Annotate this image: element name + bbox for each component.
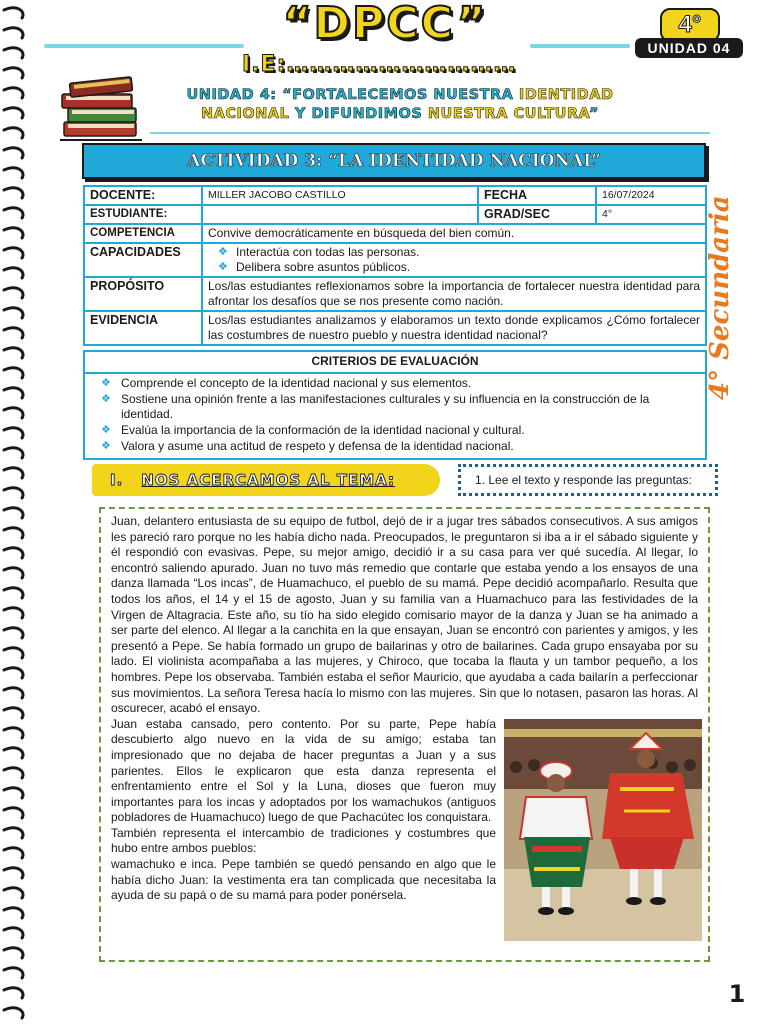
gradsec-value: 4° (596, 205, 706, 224)
unit-badge: UNIDAD 04 (635, 38, 743, 58)
list-item: ❖ Comprende el concepto de la identidad nacional y sus elementos. (101, 376, 472, 390)
reading-paragraph: Juan estaba cansado, pero contento. Por su parte, Pepe había descubierto algo nuevo en la vida de su amigo; estaba tan impresionado que no dejaba de hacer preguntas a Juan y a sus parientes. Ellos le explicaron que esta danza representa el enfrentamiento entre el Sol y la Luna, dioses que fueron muy importantes para los incas y adoptados por los wamachukos (antiguos pobladores de Huamachuco) luego de que Pachacútec los conquistara. (111, 716, 496, 825)
institution-field: I.E:………………………… (242, 52, 517, 77)
list-item: ❖ Evalúa la importancia de la conformación de la identidad nacional y cultural. (101, 423, 525, 437)
spiral-ring (4, 508, 23, 518)
list-item: ❖ Valora y asume una actitud de respeto y defensa de la identidad nacional. (101, 439, 514, 453)
evidencia-label: EVIDENCIA (84, 311, 202, 345)
reading-paragraph: Juan, delantero entusiasta de su equipo de futbol, dejó de ir a jugar tres sábados consecutivos. A sus amigos les pareció raro porque no les había dicho nada. Preocupados, le preguntaron si iba a ir el sábado siguiente y él respondió con evasivas. Pepe, su mejor amigo, decidió ir a su casa para ver qué sucedía. Al llegar, lo encontró saliendo apurado. Juan no tuvo más remedio que contarle que estaba yendo a los ensayos de una danza llamada “Los incas”, de Huamachuco, el pueblo de su mamá. Pepe decidió acompañarlo. Resulta que todos los años, el 14 y el 15 de agosto, Juan y su familia van a Huamachuco para las festividades de la Virgen de Altagracia. Este año, su tío ha sido elegido comisario mayor de la danza y Juan se ha animado a ser parte del elenco. Al llegar a la canchita en la que ensayan, Juan se encontró con parientes y amigos, y les presentó a Pepe. Se había formado un grupo de bailarinas y otro de bailarines. Cada grupo ensayaba por su lado. El violinista acompañaba a las mujeres, y Chiroco, que tocaba la flauta y un tambor pequeño, a los hombres. Pepe los observaba. También estaba el señor Mauricio, que ayudaba a cada bailarín a perfeccionar sus movimientos. La señora Teresa hacía lo mismo con las mujeres. Sin que lo notasen, pasaron las horas. Al oscurecer, acabó el ensayo. (111, 514, 698, 716)
spiral-ring (4, 388, 23, 398)
spiral-binding (0, 0, 34, 1024)
diamond-bullet-icon: ❖ (101, 440, 111, 452)
spiral-ring (4, 88, 23, 98)
side-grade-label: 4° Secundaria (705, 195, 735, 400)
table-row (84, 243, 706, 277)
evidencia-value: Los/las estudiantes analizamos y elaboramos un texto donde explicamos ¿Cómo fortalecer las costumbres de nuestro pueblo y nuestra identidad nacional? (202, 311, 706, 345)
diamond-bullet-icon: ❖ (101, 393, 111, 405)
spiral-ring (4, 848, 23, 858)
spiral-ring (4, 208, 23, 218)
diamond-bullet-icon: ❖ (101, 424, 111, 436)
spiral-ring (4, 368, 23, 378)
docente-value: MILLER JACOBO CASTILLO (202, 186, 478, 205)
reading-paragraph: También representa el intercambio de tradiciones y costumbres que hubo entre ambos pueblos: (111, 825, 496, 856)
spiral-ring (4, 988, 23, 998)
spiral-ring (4, 428, 23, 438)
table-row (84, 224, 706, 243)
spiral-ring (4, 928, 23, 938)
spiral-ring (4, 308, 23, 318)
diamond-bullet-icon: ❖ (101, 377, 111, 389)
spiral-ring (4, 668, 23, 678)
books-icon (58, 72, 148, 144)
estudiante-field[interactable] (202, 205, 478, 224)
spiral-ring (4, 528, 23, 538)
spiral-ring (4, 8, 23, 18)
criteria-title: CRITERIOS DE EVALUACIÓN (84, 351, 706, 373)
spiral-ring (4, 968, 23, 978)
page-number: 1 (728, 980, 746, 1008)
list-item: ❖ Sostiene una opinión frente a las manifestaciones culturales y su influencia en la construcción de la identidad. (101, 392, 650, 421)
activity-info-table (83, 185, 707, 346)
spiral-ring (4, 348, 23, 358)
proposito-value: Los/las estudiantes reflexionamos sobre la importancia de fortalecer nuestra identidad para afrontar los desafíos que se nos presente como nación. (202, 277, 706, 311)
spiral-ring (4, 828, 23, 838)
spiral-ring (4, 608, 23, 618)
dancers-photo (504, 719, 702, 941)
grade-badge: 4° (660, 8, 720, 42)
table-row (84, 205, 706, 224)
spiral-ring (4, 628, 23, 638)
section-heading: I. NOS ACERCAMOS AL TEMA: (92, 464, 440, 496)
capacidades-list (202, 243, 706, 277)
criteria-table (83, 350, 707, 460)
header-decoration-left (44, 44, 244, 48)
spiral-ring (4, 568, 23, 578)
spiral-ring (4, 948, 23, 958)
spiral-ring (4, 588, 23, 598)
spiral-ring (4, 548, 23, 558)
spiral-ring (4, 268, 23, 278)
spiral-ring (4, 48, 23, 58)
course-title: “DPCC” (282, 0, 488, 49)
table-row (84, 186, 706, 205)
spiral-ring (4, 408, 23, 418)
gradsec-label: GRAD/SEC (478, 205, 596, 224)
spiral-ring (4, 888, 23, 898)
table-row (84, 277, 706, 311)
spiral-ring (4, 768, 23, 778)
spiral-ring (4, 648, 23, 658)
unit-divider (150, 132, 710, 134)
header-decoration-right (530, 44, 630, 48)
criteria-list-cell (84, 373, 706, 459)
spiral-ring (4, 328, 23, 338)
spiral-ring (4, 468, 23, 478)
spiral-ring (4, 1008, 23, 1018)
fecha-value: 16/07/2024 (596, 186, 706, 205)
reading-paragraph: wamachuko e inca. Pepe también se quedó pensando en algo que le había dicho Juan: la vestimenta era tan complicada que necesitaba la ayuda de su papá o de su mamá para poder ponérsela. (111, 857, 496, 903)
reading-text-box (99, 507, 710, 962)
spiral-ring (4, 228, 23, 238)
docente-label: DOCENTE: (84, 186, 202, 205)
estudiante-label: ESTUDIANTE: (84, 205, 202, 224)
list-item: ❖ Interactúa con todas las personas. (218, 245, 420, 259)
unit-title: UNIDAD 4: “FORTALECEMOS NUESTRA IDENTIDAD NACIONAL Y DIFUNDIMOS NUESTRA CULTURA” (186, 87, 614, 122)
spiral-ring (4, 688, 23, 698)
spiral-ring (4, 808, 23, 818)
spiral-ring (4, 128, 23, 138)
fecha-label: FECHA (478, 186, 596, 205)
spiral-ring (4, 168, 23, 178)
spiral-ring (4, 28, 23, 38)
spiral-ring (4, 188, 23, 198)
spiral-ring (4, 448, 23, 458)
activity-title: ACTIVIDAD 3: “LA IDENTIDAD NACIONAL” (82, 143, 706, 179)
spiral-ring (4, 748, 23, 758)
spiral-ring (4, 728, 23, 738)
spiral-ring (4, 908, 23, 918)
list-item: ❖ Delibera sobre asuntos públicos. (218, 260, 411, 274)
spiral-ring (4, 488, 23, 498)
spiral-ring (4, 108, 23, 118)
spiral-ring (4, 148, 23, 158)
diamond-bullet-icon: ❖ (218, 261, 228, 273)
spiral-ring (4, 788, 23, 798)
spiral-ring (4, 868, 23, 878)
instruction-box: 1. Lee el texto y responde las preguntas: (458, 464, 718, 496)
spiral-ring (4, 708, 23, 718)
proposito-label: PROPÓSITO (84, 277, 202, 311)
competencia-label: COMPETENCIA (84, 224, 202, 243)
spiral-ring (4, 248, 23, 258)
table-row (84, 311, 706, 345)
capacidades-label: CAPACIDADES (84, 243, 202, 277)
spiral-ring (4, 68, 23, 78)
diamond-bullet-icon: ❖ (218, 246, 228, 258)
competencia-value: Convive democráticamente en búsqueda del bien común. (202, 224, 706, 243)
spiral-ring (4, 288, 23, 298)
